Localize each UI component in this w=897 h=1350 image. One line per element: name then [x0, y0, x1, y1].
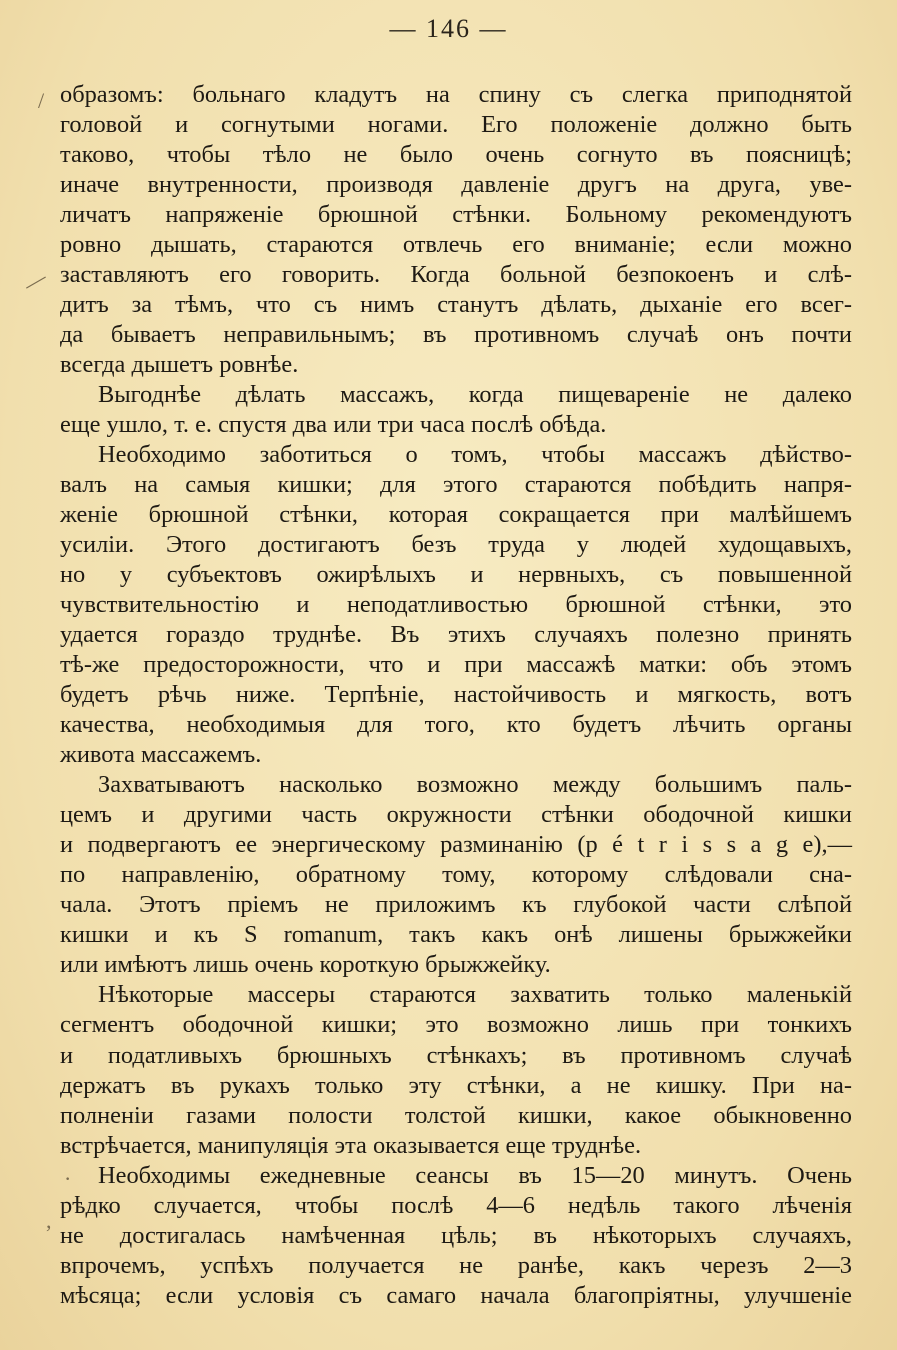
text-line: и податливыхъ брюшныхъ стѣнкахъ; въ противномъ случаѣ: [60, 1041, 852, 1069]
text-line: чала. Этотъ пріемъ не приложимъ къ глубокой части слѣпой: [60, 891, 852, 919]
text-line: тѣ-же предосторожности, что и при массажѣ матки: объ этомъ: [60, 651, 852, 679]
text-line: но у субъектовъ ожирѣлыхъ и нервныхъ, съ повышенной: [60, 561, 852, 589]
text-line: мѣсяца; если условія съ самаго начала благопріятны, улучшеніе: [60, 1281, 852, 1309]
text-line: женіе брюшной стѣнки, которая сокращается при малѣйшемъ: [60, 501, 852, 529]
text-line: держатъ въ рукахъ только эту стѣнки, а не кишку. При на-: [60, 1071, 852, 1099]
text-line: Выгоднѣе дѣлать массажъ, когда пищевареніе не далеко: [98, 381, 852, 409]
text-line: рѣдко случается, чтобы послѣ 4—6 недѣль такого лѣченія: [60, 1191, 852, 1219]
text-line: качества, необходимыя для того, кто будетъ лѣчить органы: [60, 711, 852, 739]
text-line: еще ушло, т. е. спустя два или три часа послѣ обѣда.: [60, 411, 607, 439]
text-line: или имѣютъ лишь очень короткую брыжжейку.: [60, 951, 551, 979]
text-line: иначе внутренности, производя давленіе другъ на друга, уве-: [60, 171, 852, 199]
text-line: таково, чтобы тѣло не было очень согнуто въ поясницѣ;: [60, 141, 852, 169]
text-line: встрѣчается, манипуляція эта оказывается еще труднѣе.: [60, 1131, 642, 1159]
text-line: сегментъ ободочной кишки; это возможно лишь при тонкихъ: [60, 1011, 852, 1039]
page-number: — 146 —: [389, 14, 508, 43]
text-line: кишки и къ S romanum, такъ какъ онѣ лишены брыжжейки: [60, 921, 852, 949]
text-line: Нѣкоторые массеры стараются захватить только маленькій: [98, 981, 852, 1009]
body-text: [60, 80, 852, 1311]
margin-mark: —: [18, 264, 51, 297]
margin-mark: ·: [64, 1166, 72, 1191]
text-line: да бываетъ неправильнымъ; въ противномъ случаѣ онъ почти: [60, 321, 852, 349]
text-line: ровно дышать, стараются отвлечь его вниманіе; если можно: [60, 231, 852, 259]
text-line: личатъ напряженіе брюшной стѣнки. Больному рекомендуютъ: [60, 201, 852, 229]
text-line: Необходимо заботиться о томъ, чтобы массажъ дѣйство-: [98, 441, 852, 469]
text-line: не достигалась намѣченная цѣль; въ нѣкоторыхъ случаяхъ,: [60, 1221, 852, 1249]
text-line: будетъ рѣчь ниже. Терпѣніе, настойчивость и мягкость, вотъ: [60, 681, 852, 709]
text-line: удается гораздо труднѣе. Въ этихъ случаяхъ полезно принять: [60, 621, 852, 649]
text-line: образомъ: больнаго кладутъ на спину съ слегка приподнятой: [60, 81, 852, 108]
margin-mark: ,: [46, 1208, 52, 1233]
text-line: дитъ за тѣмъ, что съ нимъ станутъ дѣлать, дыханіе его всег-: [60, 291, 852, 319]
text-line: всегда дышетъ ровнѣе.: [60, 351, 299, 379]
text-line: Захватываютъ насколько возможно между большимъ паль-: [98, 771, 852, 799]
text-line: Необходимы ежедневные сеансы въ 15—20 минутъ. Очень: [98, 1161, 852, 1189]
margin-mark: /: [38, 88, 45, 113]
text-line: живота массажемъ.: [60, 741, 262, 769]
text-line: впрочемъ, успѣхъ получается не ранѣе, какъ черезъ 2—3: [60, 1251, 852, 1279]
text-line: усиліи. Этого достигаютъ безъ труда у людей худощавыхъ,: [60, 531, 852, 559]
text-line: и подвергаютъ ее энергическому разминанію (p é t r i s s a g e),—: [60, 831, 852, 859]
text-line: заставляютъ его говорить. Когда больной безпокоенъ и слѣ-: [60, 261, 852, 289]
text-line: чувствительностію и неподатливостью брюшной стѣнки, это: [60, 591, 852, 619]
text-line: по направленію, обратному тому, которому слѣдовали сна-: [60, 861, 852, 889]
text-line: головой и согнутыми ногами. Его положеніе должно быть: [60, 111, 852, 139]
text-line: валъ на самыя кишки; для этого стараются побѣдить напря-: [60, 471, 852, 499]
text-line: полненіи газами полости толстой кишки, какое обыкновенно: [60, 1101, 852, 1129]
text-line: цемъ и другими часть окружности стѣнки ободочной кишки: [60, 801, 852, 829]
